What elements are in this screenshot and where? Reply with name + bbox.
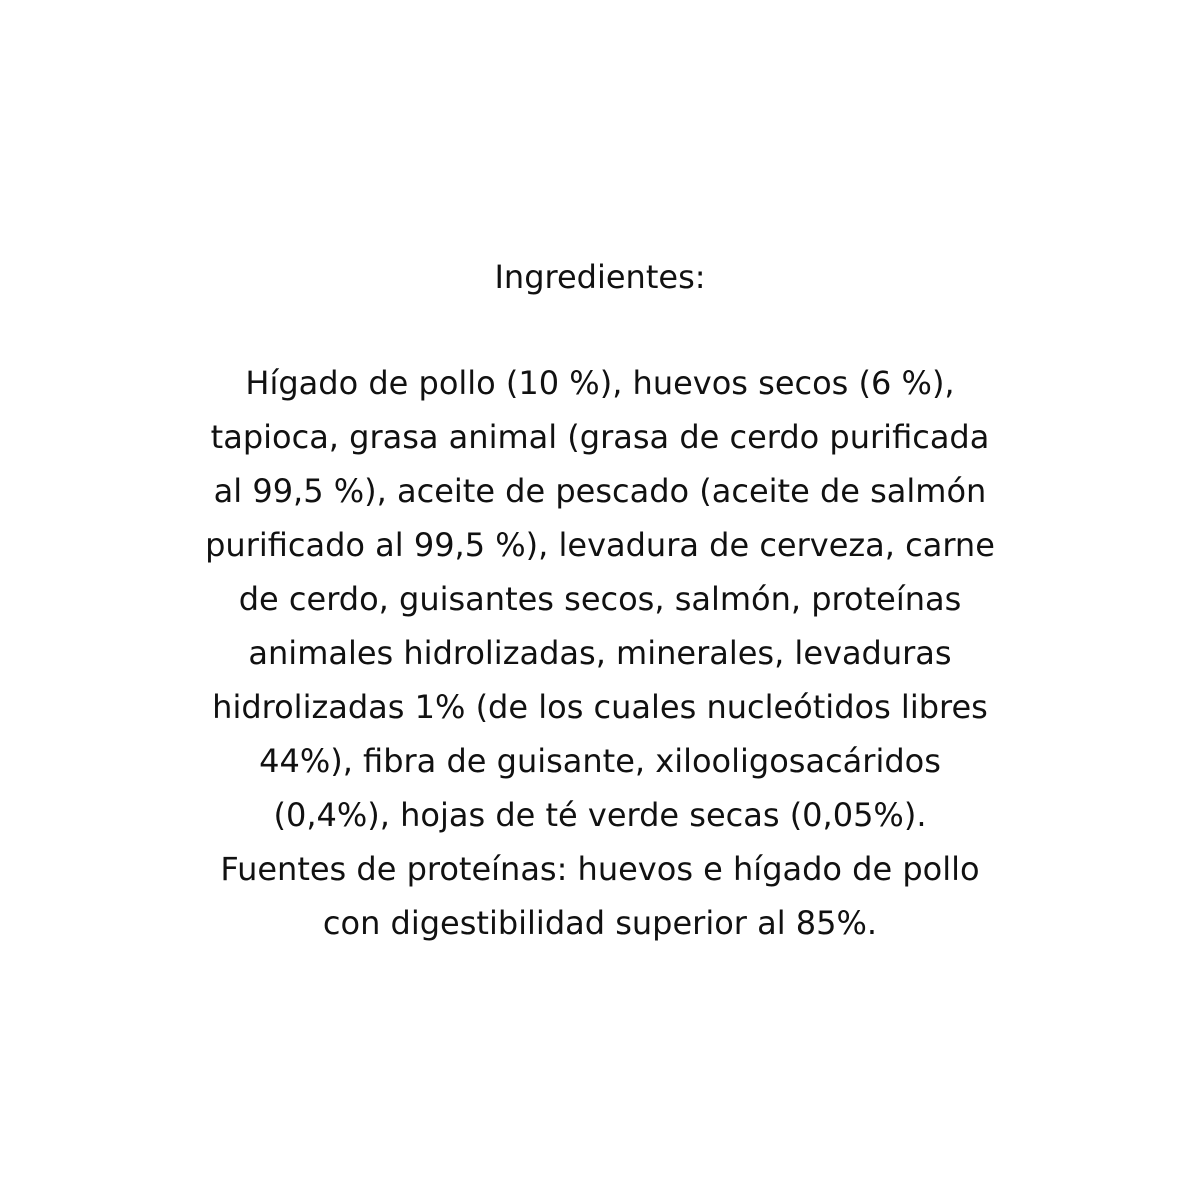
ingredients-line: 44%), fibra de guisante, xilooligosacáridos xyxy=(259,742,941,780)
ingredients-line: tapioca, grasa animal (grasa de cerdo purificada xyxy=(210,418,990,456)
ingredients-text xyxy=(0,356,1200,950)
ingredients-line: animales hidrolizadas, minerales, levaduras xyxy=(248,634,952,672)
ingredients-line: Hígado de pollo (10 %), huevos secos (6 %), xyxy=(245,364,955,402)
protein-sources-line: Fuentes de proteínas: huevos e hígado de pollo xyxy=(220,850,980,888)
ingredients-line: (0,4%), hojas de té verde secas (0,05%). xyxy=(273,796,927,834)
ingredients-line: hidrolizadas 1% (de los cuales nucleótidos libres xyxy=(212,688,988,726)
ingredients-line: al 99,5 %), aceite de pescado (aceite de salmón xyxy=(213,472,987,510)
ingredients-line: purificado al 99,5 %), levadura de cerveza, carne xyxy=(205,526,995,564)
ingredients-line: de cerdo, guisantes secos, salmón, proteínas xyxy=(238,580,962,618)
protein-sources-line: con digestibilidad superior al 85%. xyxy=(322,904,878,942)
ingredients-heading: Ingredientes: xyxy=(494,258,706,296)
